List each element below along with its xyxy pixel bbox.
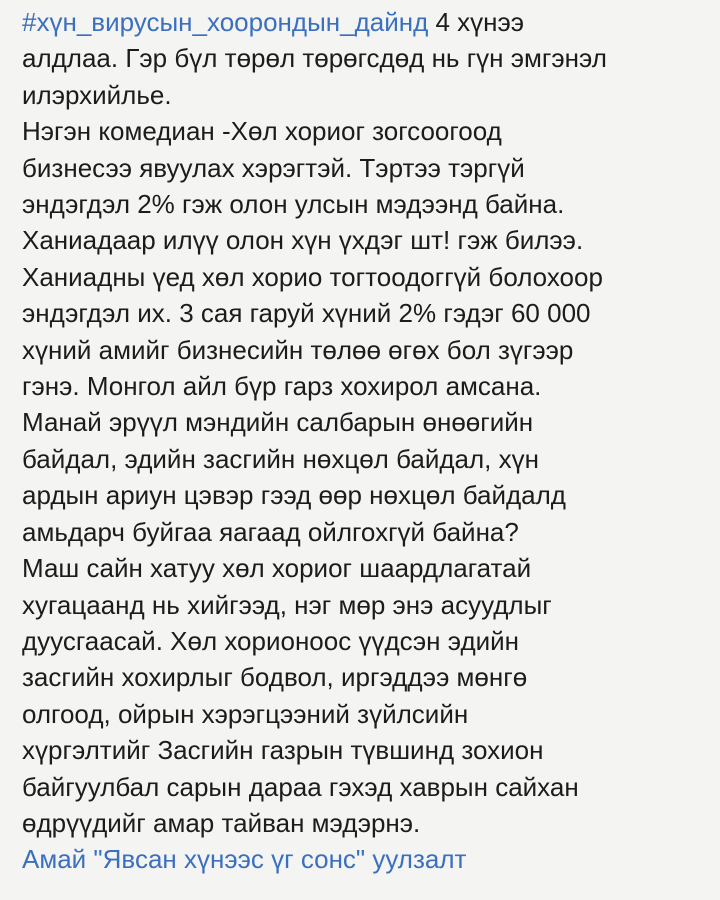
group-link[interactable]: Амай "Явсан хүнээс үг сонс" уулзалт [22, 844, 467, 875]
text-line: алдлаа. Гэр бүл төрөл төрөгсдөд нь гүн эмгэнэл [22, 43, 607, 74]
text-line: хугацаанд нь хийгээд, нэг мөр энэ асуудлыг [22, 589, 552, 620]
text-line: олгоод, ойрын хэрэгцээний зүйлсийн [22, 698, 469, 729]
post-body [22, 4, 712, 878]
text-line: байгуулбал сарын дараа гэхэд хаврын сайхан [22, 771, 579, 802]
text-line: дуусгаасай. Хөл хорионоос үүдсэн эдийн [22, 625, 520, 656]
text-line: хүргэлтийг Засгийн газрын түвшинд зохион [22, 735, 544, 766]
text-line: амьдарч буйгаа яагаад ойлгохгүй байна? [22, 516, 519, 547]
text-line: эндэгдэл их. 3 сая гаруй хүний 2% гэдэг 60 000 [22, 298, 591, 329]
text-line: Манай эрүүл мэндийн салбарын өнөөгийн [22, 407, 534, 438]
text-line: засгийн хохирлыг бодвол, иргэддээ мөнгө [22, 662, 528, 693]
text-line-segment: 4 хүнээ [428, 7, 525, 37]
text-line: эндэгдэл 2% гэж олон улсын мэдээнд байна. [22, 189, 565, 220]
text-line: Ханиадны үед хөл хорио тогтоодоггүй болохоор [22, 261, 603, 292]
text-line: байдал, эдийн засгийн нөхцөл байдал, хүн [22, 443, 539, 474]
text-line: өдрүүдийг амар тайван мэдэрнэ. [22, 807, 421, 838]
text-line: ардын ариун цэвэр гээд өөр нөхцөл байдалд [22, 480, 566, 511]
text-line: хүний амийг бизнесийн төлөө өгөх бол зүгээр [22, 334, 574, 365]
text-line: илэрхийлье. [22, 79, 172, 110]
hashtag-link[interactable]: #хүн_вирусын_хоорондын_дайнд [22, 7, 429, 37]
text-line [22, 4, 712, 40]
text-line: Маш сайн хатуу хөл хориог шаардлагатай [22, 553, 532, 584]
text-line: Ханиадаар илүү олон хүн үхдэг шт! гэж билээ. [22, 225, 584, 256]
text-line: Нэгэн комедиан -Хөл хориог зогсоогоод [22, 116, 502, 147]
text-line: бизнесээ явуулах хэрэгтэй. Тэртээ тэргүй [22, 152, 525, 183]
text-line: гэнэ. Монгол айл бүр гарз хохирол амсана. [22, 371, 542, 402]
